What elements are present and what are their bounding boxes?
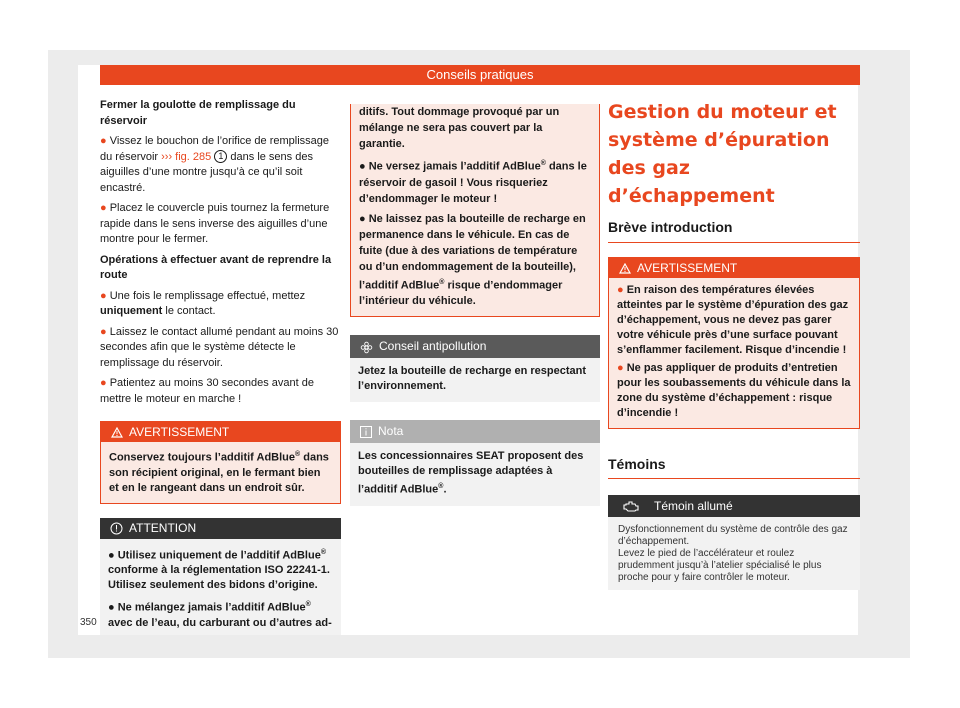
text: dans le sens des aiguilles d’une montre jusqu’à ce qu’il soit encastré. — [100, 150, 313, 194]
registered-mark: ® — [438, 483, 444, 491]
text: Ne pas appliquer de produits d’entretien pour les soubassements du véhicule dans la zone du système d’échappement : risque d’incendie ! — [617, 361, 851, 419]
text: Dysfonctionnement du système de contrôle des gaz d’échappement. — [618, 524, 848, 547]
column-1 — [100, 98, 341, 635]
section-header: Conseils pratiques — [100, 65, 860, 85]
text: avec de l’eau, du carburant ou d’autres ad- — [108, 616, 332, 629]
text: Ne laissez pas la bouteille de recharge en permanence dans le véhicule. En cas de fuite (due à des variations de température ou d’un endommagement de la bouteille), l’additif AdBlue — [359, 212, 586, 292]
environment-tip-box — [350, 335, 600, 402]
text: Vissez le bouchon de l’orifice de remplissage du réservoir — [100, 135, 330, 163]
bullet-icon: ● — [359, 212, 366, 225]
registered-mark: ® — [439, 278, 445, 286]
text: Laissez le contact allumé pendant au moins 30 secondes afin que le système détecte le remplissage du réservoir. — [100, 325, 339, 369]
paragraph — [100, 289, 341, 320]
text: Une fois le remplissage effectué, mettez — [109, 289, 306, 302]
indicator-header — [608, 495, 860, 517]
text: Ne mélangez jamais l’additif AdBlue — [117, 601, 306, 614]
list-item — [617, 361, 851, 421]
environment-tip-header — [350, 335, 600, 358]
text: risque d’endommager l’intérieur du véhicule. — [359, 279, 563, 308]
text: dans le réservoir de gasoil ! Vous risqueriez d’endommager le moteur ! — [359, 160, 587, 205]
text: Utilisez uniquement de l’additif AdBlue — [117, 549, 321, 562]
indicator-text — [608, 517, 860, 590]
text: Les concessionnaires SEAT proposent des bouteilles de remplissage adaptées à l’additif AdBlue — [358, 450, 584, 496]
text: dans son récipient original, en le fermant bien et en le rangeant dans un endroit sûr. — [109, 451, 329, 494]
page-number: 350 — [80, 617, 97, 628]
subheading-before-driving: Opérations à effectuer avant de reprendre la route — [100, 253, 332, 281]
list-item — [108, 545, 333, 594]
engine-warning-icon — [622, 500, 640, 513]
warning-header — [609, 258, 859, 278]
warning-triangle-icon — [111, 427, 123, 438]
info-circle-icon — [110, 522, 123, 535]
note-box — [350, 420, 600, 506]
list-item — [359, 211, 591, 310]
indicator-title: Témoin allumé — [654, 499, 733, 513]
text: ditifs. Tout dommage provoqué par un mélange ne sera pas couvert par la garantie. — [359, 106, 560, 150]
warning-box — [608, 257, 860, 429]
bullet-icon: ● — [100, 377, 107, 389]
warning-body — [101, 442, 340, 503]
warning-body — [609, 278, 859, 428]
bullet-icon: ● — [108, 601, 115, 614]
figure-link[interactable]: ››› fig. 285 — [161, 150, 212, 163]
registered-mark: ® — [305, 601, 311, 609]
emphasis: uniquement — [100, 305, 163, 317]
text: En raison des températures élevées atteintes par le système d’épuration des gaz d’échappement, vous ne devez pas garer votre véhicule près d’une surface pouvant s’enflammer facilement. Risque d’incendie ! — [617, 283, 849, 356]
list-item — [108, 597, 333, 631]
warning-header — [101, 422, 340, 442]
bullet-icon: ● — [100, 135, 107, 147]
paragraph — [100, 134, 341, 196]
info-icon — [360, 426, 372, 438]
bullet-icon: ● — [108, 549, 115, 562]
note-header — [350, 420, 600, 443]
list-item — [359, 156, 591, 207]
section-title: Gestion du moteur et système d’épuration des gaz d’échappement — [608, 101, 837, 207]
bullet-icon: ● — [100, 202, 107, 214]
environment-tip-title: Conseil antipollution — [379, 339, 487, 354]
callout-number: 1 — [214, 150, 227, 163]
text: Ne versez jamais l’additif AdBlue — [368, 160, 541, 173]
column-3 — [608, 98, 860, 590]
list-item — [617, 283, 851, 358]
column-2 — [350, 104, 600, 506]
note-text — [350, 443, 600, 506]
warning-continuation — [350, 104, 600, 317]
text: conforme à la réglementation ISO 22241-1. Utilisez seulement des bidons d’origine. — [108, 564, 330, 592]
registered-mark: ® — [295, 451, 301, 458]
environment-tip-text: Jetez la bouteille de recharge en respectant l’environnement. — [358, 365, 587, 393]
heading-indicators: Témoins — [608, 457, 860, 480]
text: . — [443, 483, 447, 496]
registered-mark: ® — [320, 548, 326, 556]
attention-title: ATTENTION — [129, 520, 197, 535]
bullet-icon: ● — [100, 325, 107, 338]
bullet-icon: ● — [100, 289, 107, 302]
text: Levez le pied de l’accélérateur et roulez prudemment jusqu’à l’atelier spécialisé le plus proche pour y faire contrôler le moteur. — [618, 548, 822, 583]
paragraph — [100, 376, 341, 407]
heading-introduction: Brève introduction — [608, 220, 860, 243]
note-title: Nota — [378, 424, 404, 439]
flower-icon — [360, 341, 373, 354]
indicator-box — [608, 495, 860, 590]
attention-header — [100, 518, 341, 539]
warning-title: AVERTISSEMENT — [637, 260, 738, 275]
warning-title: AVERTISSEMENT — [129, 425, 230, 439]
bullet-icon: ● — [359, 160, 366, 173]
registered-mark: ® — [540, 160, 546, 167]
text: le contact. — [165, 305, 216, 317]
attention-body — [100, 539, 341, 635]
warning-box — [100, 421, 341, 504]
attention-box — [100, 518, 341, 635]
bullet-icon: ● — [617, 361, 624, 374]
bullet-icon: ● — [617, 283, 624, 296]
paragraph — [100, 325, 341, 372]
text: Placez le couvercle puis tournez la fermeture rapide dans le sens inverse des aiguilles d’une montre pour le fermer. — [100, 202, 330, 245]
text: Conservez toujours l’additif AdBlue — [109, 451, 295, 464]
paragraph — [100, 201, 341, 248]
text: Patientez au moins 30 secondes avant de mettre le moteur en marche ! — [100, 377, 314, 405]
subheading-close-filler: Fermer la goulotte de remplissage du réservoir — [100, 99, 296, 127]
warning-triangle-icon — [619, 263, 631, 274]
